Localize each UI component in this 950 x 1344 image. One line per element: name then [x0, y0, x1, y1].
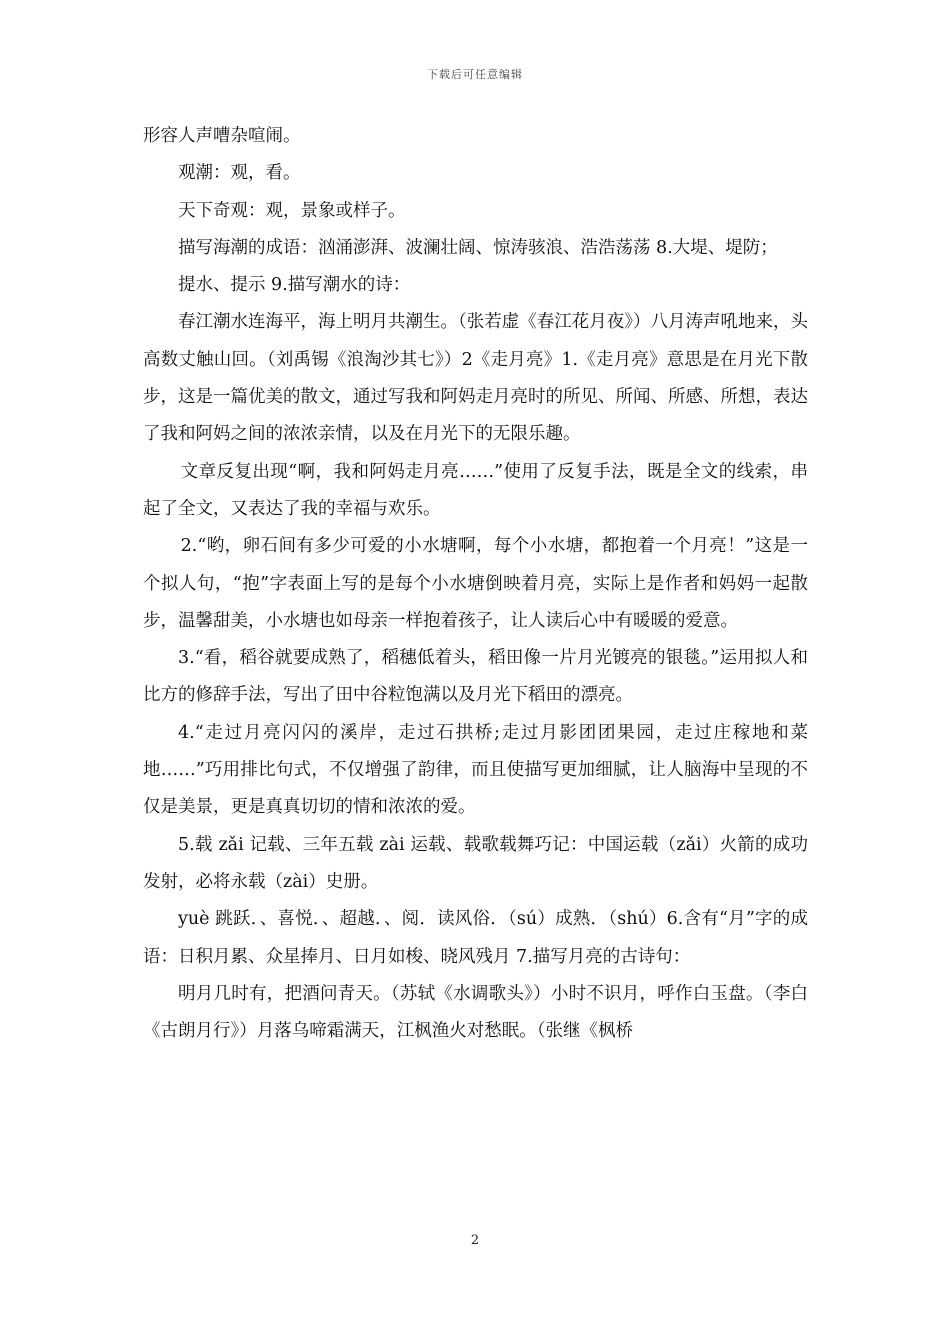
paragraph: 天下奇观：观，景象或样子。	[178, 200, 406, 221]
paragraph: 明月几时有，把酒问青天。（苏轼《水调歌头》）小时不识月，呼作白玉盘。（李白《古朗月行》）月落乌啼霜满天，江枫渔火对愁眠。（张继《枫桥	[143, 983, 808, 1042]
body-text	[143, 118, 808, 1050]
paragraph: 提水、提示 9.描写潮水的诗：	[178, 275, 411, 296]
paragraph: 春江潮水连海平，海上明月共潮生。（张若虚《春江花月夜》）八月涛声吼地来，头高数丈触山回。（刘禹锡《浪淘沙其七》）2《走月亮》1.《走月亮》意思是在月光下散步，这是一篇优美的散文，通过写我和阿妈走月亮时的所见、所闻、所感、所想，表达了我和阿妈之间的浓浓亲情，以及在月光下的无限乐趣。	[143, 312, 808, 445]
paragraph: 文章反复出现“啊，我和阿妈走月亮……”使用了反复手法，既是全文的线索，串起了全文，又表达了我的幸福与欢乐。	[143, 461, 808, 519]
paragraph: 2.“哟，卵石间有多少可爱的小水塘啊，每个小水塘，都抱着一个月亮！”这是一个拟人句，“抱”字表面上写的是每个小水塘倒映着月亮，实际上是作者和妈妈一起散步，温馨甜美，小水塘也如母亲一样抱着孩子，让人读后心中有暖暖的爱意。	[143, 536, 808, 631]
paragraph: yuè 跳跃．、喜悦．、超越．、阅．读风俗．（sú）成熟．（shú）6.含有“月”字的成语：日积月累、众星捧月、日月如梭、晓风残月 7.描写月亮的古诗句：	[143, 909, 808, 967]
paragraph: 形容人声嘈杂喧闹。	[143, 126, 301, 146]
paragraph: 描写海潮的成语：汹涌澎湃、波澜壮阔、惊涛骇浪、浩浩荡荡 8.大堤、堤防；	[178, 237, 778, 258]
paragraph: 3.“看，稻谷就要成熟了，稻穗低着头，稻田像一片月光镀亮的银毯。”运用拟人和比方的修辞手法，写出了田中谷粒饱满以及月光下稻田的漂亮。	[143, 648, 808, 706]
page-header: 下载后可任意编辑	[427, 68, 523, 81]
page-number: 2	[470, 1233, 480, 1248]
paragraph: 5.载 zǎi 记载、三年五载 zài 运载、载歌载舞巧记：中国运载（zǎi）火箭的成功发射，必将永载（zài）史册。	[143, 834, 808, 892]
paragraph: 4.“走过月亮闪闪的溪岸，走过石拱桥;走过月影团团果园，走过庄稼地和菜地……”巧用排比句式，不仅增强了韵律，而且使描写更加细腻，让人脑海中呈现的不仅是美景，更是真真切切的情和浓浓的爱。	[143, 722, 808, 818]
paragraph: 观潮：观，看。	[178, 163, 301, 184]
